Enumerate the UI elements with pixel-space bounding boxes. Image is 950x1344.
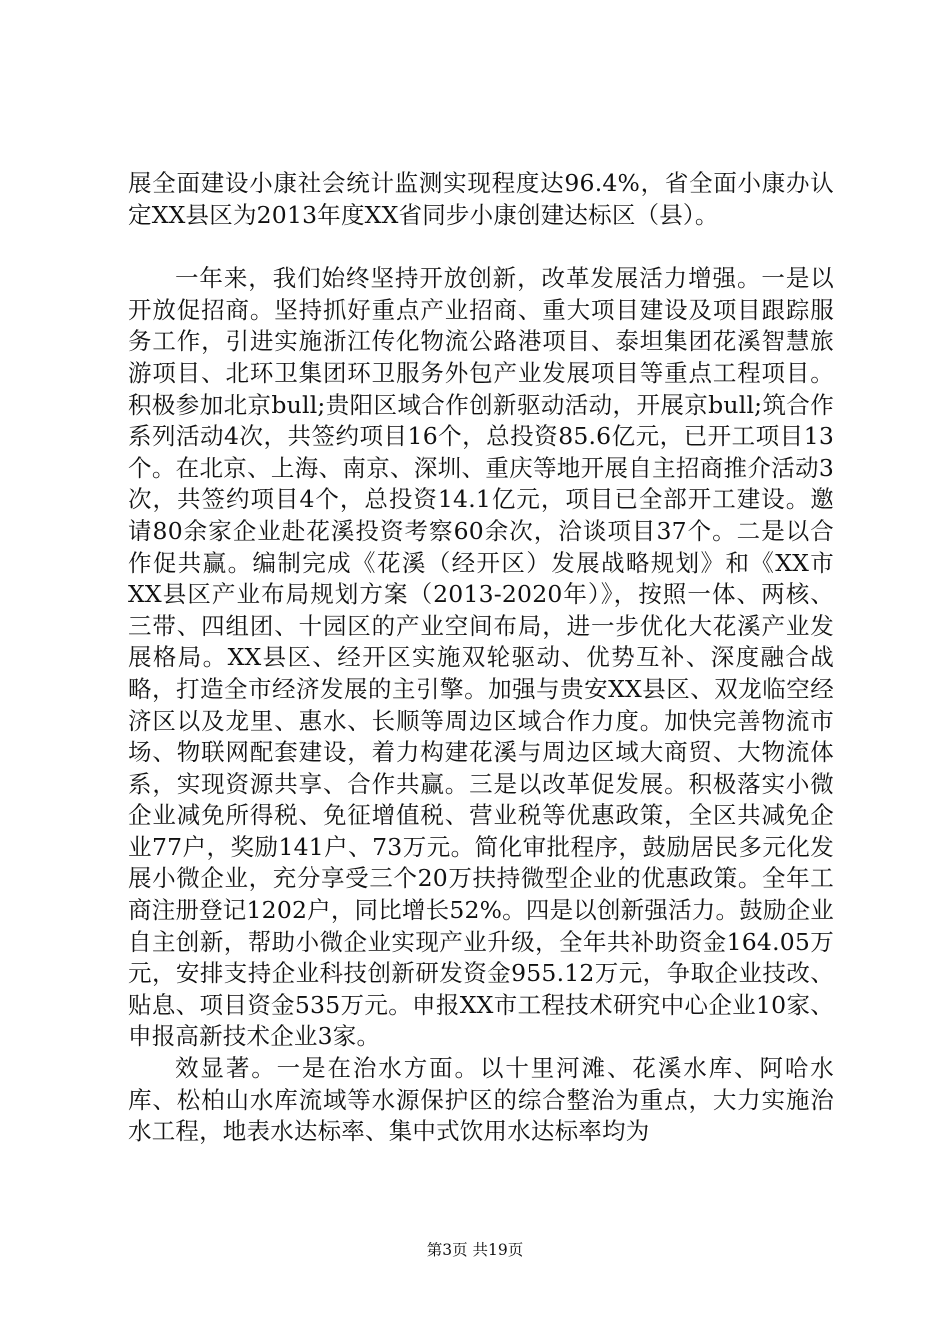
paragraph-2: 一年来，我们始终坚持开放创新，改革发展活力增强。一是以开放促招商。坚持抓好重点产业招商、重大项目建设及项目跟踪服务工作，引进实施浙江传化物流公路港项目、泰坦集团花溪智慧旅游项目、北环卫集团环卫服务外包产业发展项目等重点工程项目。积极参加北京bull;贵阳区域合作创新驱动活动，开展京bull;筑合作系列活动4次，共签约项目16个，总投资85.6亿元，已开工项目13个。在北京、上海、南京、深圳、重庆等地开展自主招商推介活动3次，共签约项目4个，总投资14.1亿元，项目已全部开工建设。邀请80余家企业赴花溪投资考察60余次，洽谈项目37个。二是以合作促共赢。编制完成《花溪（经开区）发展战略规划》和《XX市XX县区产业布局规划方案（2013-2020年）》，按照一体、两核、三带、四组团、十园区的产业空间布局，进一步优化大花溪产业发展格局。XX县区、经开区实施双轮驱动、优势互补、深度融合战略，打造全市经济发展的主引擎。加强与贵安XX县区、双龙临空经济区以及龙里、惠水、长顺等周边区域合作力度。加快完善物流市场、物联网配套建设，着力构建花溪与周边区域大商贸、大物流体系，实现资源共享、合作共赢。三是以改革促发展。积极落实小微企业减免所得税、免征增值税、营业税等优惠政策，全区共减免企业77户，奖励141户、73万元。简化审批程序，鼓励居民多元化发展小微企业，充分享受三个20万扶持微型企业的优惠政策。全年工商注册登记1202户，同比增长52%。四是以创新强活力。鼓励企业自主创新，帮助小微企业实现产业升级，全年共补助资金164.05万元，安排支持企业科技创新研发资金955.12万元，争取企业技改、贴息、项目资金535万元。申报XX市工程技术研究中心企业10家、申报高新技术企业3家。 [128,264,834,1051]
page-footer: 第3页 共19页 [426,1241,524,1259]
document-body [128,168,834,1148]
paragraph-3: 效显著。一是在治水方面。以十里河滩、花溪水库、阿哈水库、松柏山水库流域等水源保护区的综合整治为重点，大力实施治水工程，地表水达标率、集中式饮用水达标率均为 [128,1054,834,1146]
paragraph-1: 展全面建设小康社会统计监测实现程度达96.4%，省全面小康办认定XX县区为2013年度XX省同步小康创建达标区（县）。 [128,169,834,229]
